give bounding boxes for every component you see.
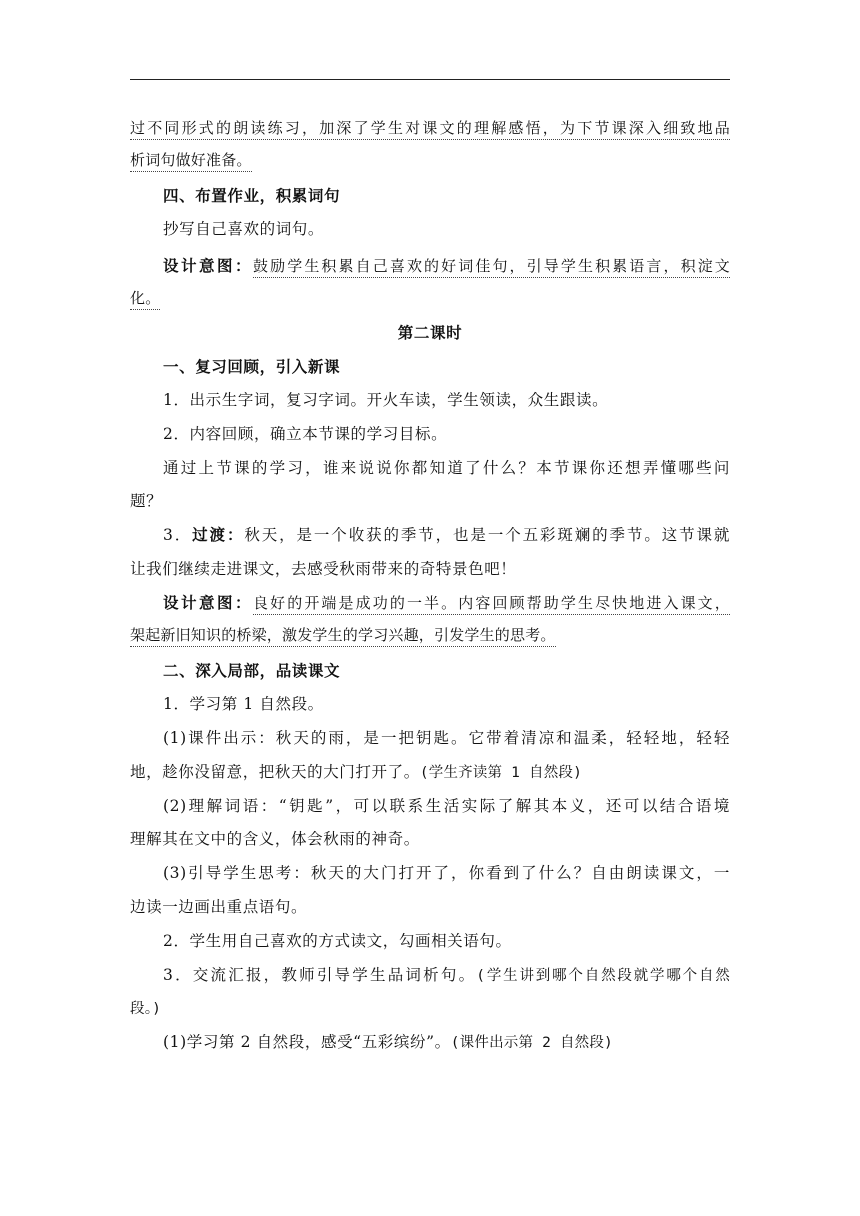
paragraph-line: [130, 149, 730, 171]
paragraph-line: [130, 117, 730, 139]
design-intent-text: 化。: [130, 289, 160, 310]
paragraph-line: [163, 1031, 730, 1054]
note-text: (学生齐读第 1 自然段): [419, 765, 583, 781]
paragraph-line: 2．内容回顾，确立本节课的学习目标。: [163, 425, 448, 443]
paragraph-text: 3．交流汇报，教师引导学生品词析句。: [163, 966, 477, 984]
note-text: (学生讲到哪个自然段就学哪个自然: [476, 968, 730, 984]
design-intent-text: 架起新旧知识的桥梁，激发学生的学习兴趣，引发学生的思考。: [130, 626, 556, 647]
design-intent-line: [130, 624, 730, 646]
paragraph-line: [130, 761, 730, 784]
design-intent-line: [163, 592, 730, 614]
design-intent-line: [130, 287, 730, 309]
design-intent-label: 设计意图：: [163, 594, 254, 612]
design-intent-text: 良好的开端是成功的一半。内容回顾帮助学生尽快地进入课文，: [253, 594, 730, 615]
paragraph-line: 边读一边画出重点语句。: [130, 898, 308, 916]
paragraph-line: 题？: [130, 492, 163, 510]
design-intent-label: 设计意图：: [163, 257, 254, 275]
section-heading: 四、布置作业，积累词句: [163, 187, 341, 205]
transition-text: 秋天，是一个收获的季节，也是一个五彩斑斓的季节。这节课就: [244, 526, 731, 544]
paragraph-line: [163, 524, 730, 546]
transition-label: 过渡：: [192, 526, 245, 544]
design-intent-text: 鼓励学生积累自己喜欢的好词佳句，引导学生积累语言，积淀文: [253, 257, 730, 278]
paragraph-line: 1．学习第 1 自然段。: [163, 695, 324, 713]
paragraph-line: 理解其在文中的含义，体会秋雨的神奇。: [130, 830, 420, 848]
paragraph-line: 让我们继续走进课文，去感受秋雨带来的奇特景色吧！: [130, 560, 517, 578]
paragraph-line: 通过上节课的学习，谁来说说你都知道了什么？本节课你还想弄懂哪些问: [163, 459, 730, 477]
paragraph-line: (3)引导学生思考：秋天的大门打开了，你看到了什么？自由朗读课文，一: [163, 864, 730, 882]
paragraph-line: 抄写自己喜欢的词句。: [163, 220, 325, 238]
paragraph-text: 地，趁你没留意，把秋天的大门打开了。: [130, 763, 420, 781]
paragraph-line: (1)课件出示：秋天的雨，是一把钥匙。它带着清凉和温柔，轻轻地，轻轻: [163, 729, 730, 747]
section-heading: 二、深入局部，品读课文: [163, 662, 341, 680]
paragraph-line: [163, 964, 730, 987]
lesson-title: 第二课时: [397, 324, 463, 342]
header-rule: [130, 79, 730, 80]
paragraph-line: [130, 997, 730, 1020]
paragraph-line: (2)理解词语：“钥匙”，可以联系生活实际了解其本义，还可以结合语境: [163, 797, 730, 815]
item-number: 3．: [163, 526, 193, 544]
paragraph-text: (1)学习第 2 自然段，感受“五彩缤纷”。: [163, 1033, 451, 1051]
design-intent-text: 过不同形式的朗读练习，加深了学生对课文的理解感悟，为下节课深入细致地品: [130, 119, 730, 140]
section-heading: 一、复习回顾，引入新课: [163, 358, 341, 376]
note-text: (课件出示第 2 自然段): [450, 1035, 613, 1051]
paragraph-line: 2．学生用自己喜欢的方式读文，勾画相关语句。: [163, 932, 512, 950]
note-text: 段。): [130, 1001, 162, 1017]
design-intent-text: 析词句做好准备。: [130, 151, 252, 172]
paragraph-line: 1．出示生字词，复习字词。开火车读，学生领读，众生跟读。: [163, 391, 609, 409]
design-intent-line: [163, 255, 730, 277]
